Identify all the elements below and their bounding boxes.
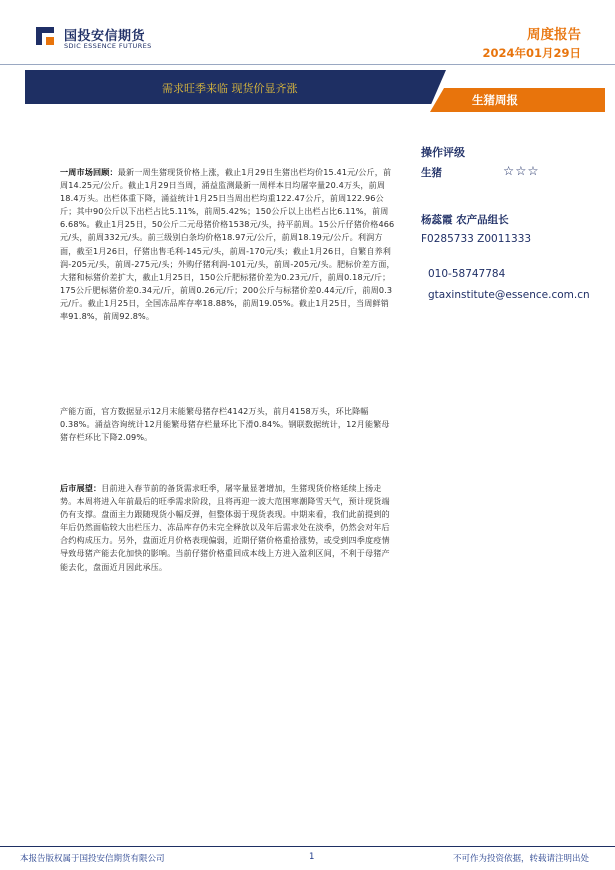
outlook-text: 目前进入春节前的备货需求旺季，屠宰量显著增加，生猪现货价格延续上扬走势。本周将进入年前最后的旺季需求阶段，且将再迎一波大范围寒潮降雪天气，预计现货端仍有支撑。盘面主力跟随现货小幅反弹，但整体弱于现货表现。中期来看，我们此前提到的年后仍然面临较大出栏压力、冻品库存仍未完全释放以及年后需求处在淡季，仍然会对年后合约构成压力。另外，盘面近月价格表现偏弱，近期仔猪价格重拾涨势，或受到四季度疫情导致母猪产能去化加快的影响。当前仔猪价格重回成本线上方进入盈利区间，不利于母猪产能去化，盘面近月因此承压。	[60, 483, 390, 572]
contact-email[interactable]: gtaxinstitute@essence.com.cn	[428, 289, 590, 301]
header-divider	[0, 64, 615, 65]
analyst-name: 杨蕊霞 农产品组长	[421, 214, 509, 226]
report-title: 需求旺季来临 现货价显齐涨	[162, 82, 298, 95]
rating-stars: ☆☆☆	[503, 163, 540, 178]
market-review-paragraph	[60, 166, 397, 323]
footer-copyright: 本报告版权属于国投安信期货有限公司	[20, 854, 165, 864]
rating-commodity: 生猪	[421, 167, 442, 179]
footer-disclaimer: 不可作为投资依据，转载请注明出处	[452, 854, 589, 864]
market-review-text: 最新一周生猪现货价格上涨，截止1月29日生猪出栏均价15.41元/公斤，前周14.25元/公斤。截止1月29日当周，涌益监测最新一周样本日均屠宰量20.4万头，前周18.4万头。出栏体重下降，涌益统计1月25日当周出栏均重122.47公斤，前周122.96公斤；其中90公斤以下出栏占比5.11%，前周5.42%；150公斤以上出栏占比6.11%，前周6.68%。截止1月25日，50公斤二元母猪价格1538元/头，持平前周。15公斤仔猪价格466元/头，前周332元/头。前三级别白条均价格18.97元/公斤，前周18.19元/公斤。利润方面，截至1月26日，仔猪出售毛利-145元/头，前周-170元/头；截止1月26日，自繁自养利润-205元/头，前周-275元/头；外购仔猪利润-101元/头，前周-205元/头。肥标价差方面，大猪和标猪价差扩大，截止1月25日，150公斤肥标猪价差为0.23元/斤，前周0.18元/斤；175公斤肥标猪价差0.34元/斤，前周0.26元/斤；200公斤与标猪价差0.44元/斤，前周0.3元/斤。截止1月25日，全国冻品库存率18.88%，前周19.05%。截止1月25日，当周鲜销率91.8%，前周92.8%。	[60, 167, 395, 322]
outlook-paragraph	[60, 482, 397, 574]
report-type: 周度报告	[527, 27, 581, 43]
report-date: 2024年01月29日	[482, 46, 581, 60]
report-tag: 生猪周报	[472, 93, 518, 107]
capacity-paragraph: 产能方面，官方数据显示12月末能繁母猪存栏4142万头，前月4158万头，环比降幅0.38%。涌益咨询统计12月能繁母猪存栏量环比下滑0.84%。钢联数据统计，12月能繁母猪存栏环比下降2.09%。	[60, 406, 390, 443]
rating-label: 操作评级	[421, 146, 465, 159]
company-name: 国投安信期货	[64, 29, 146, 44]
contact-phone: 010-58747784	[428, 268, 506, 280]
analyst-certificate: F0285733 Z0011333	[421, 233, 532, 245]
footer-divider	[0, 846, 615, 847]
market-review-heading: 一周市场回顾：	[60, 167, 118, 177]
company-logo-icon	[34, 25, 56, 47]
company-name-en: SDIC ESSENCE FUTURES	[64, 42, 152, 50]
outlook-heading: 后市展望：	[60, 483, 102, 493]
page-number: 1	[309, 852, 315, 862]
